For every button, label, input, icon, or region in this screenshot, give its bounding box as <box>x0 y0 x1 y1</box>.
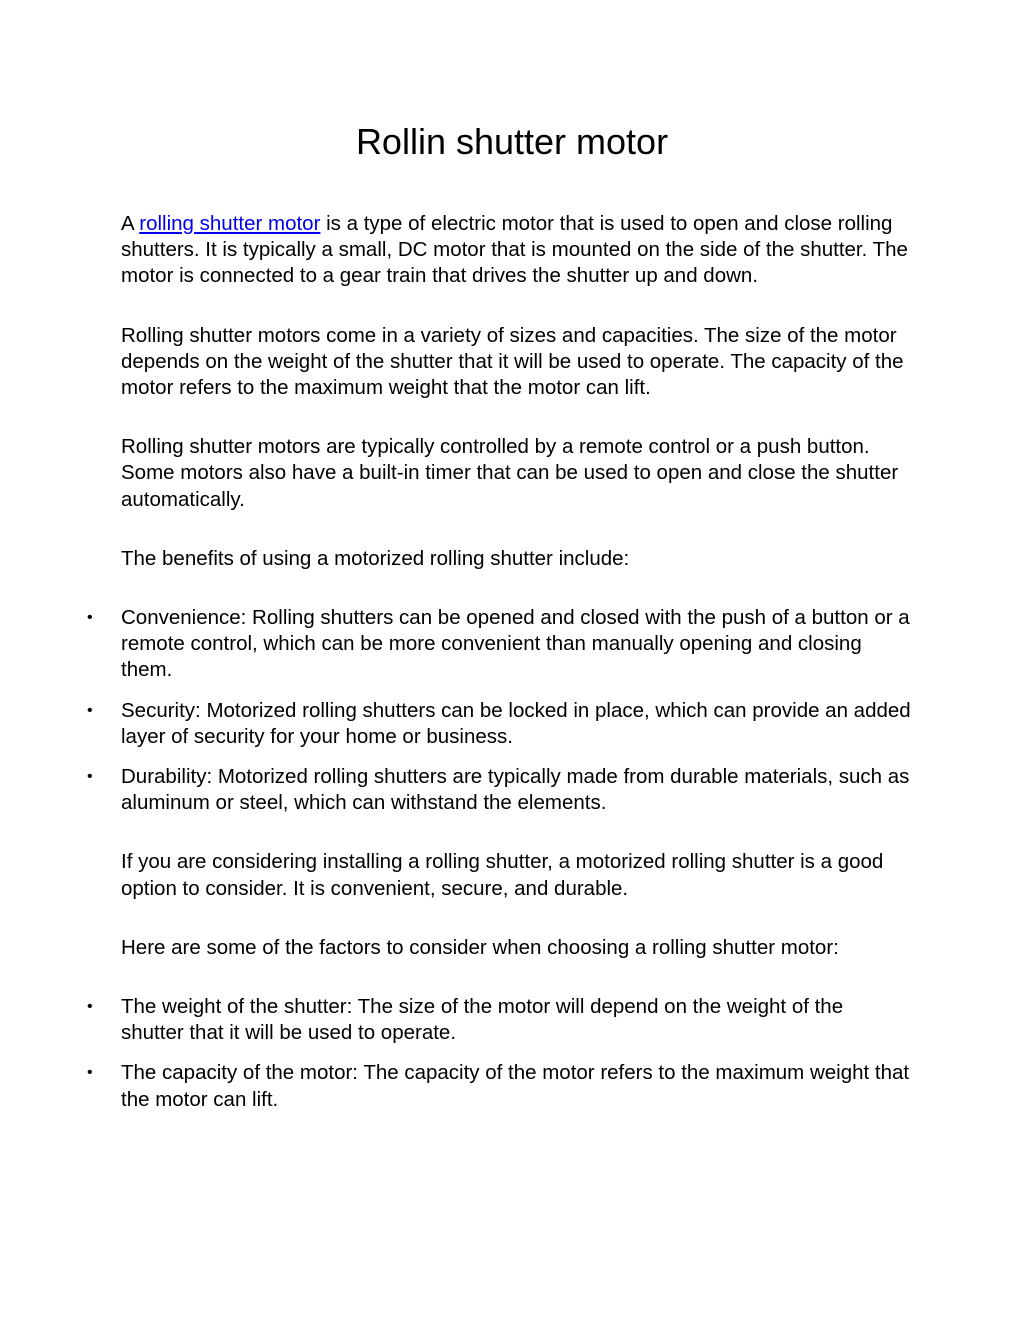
list-item <box>87 605 911 684</box>
bullet-icon: • <box>87 1064 93 1082</box>
bullet-icon: • <box>87 998 93 1016</box>
document-body <box>87 211 911 1146</box>
benefits-list <box>87 605 911 816</box>
list-item <box>87 1060 911 1112</box>
list-item <box>87 698 911 750</box>
intro-prefix: A <box>121 212 140 235</box>
factor-text: The weight of the shutter: The size of the motor will depend on the weight of the shutter that it will be used to operate. <box>121 995 844 1045</box>
benefit-text: Durability: Motorized rolling shutters are typically made from durable materials, such as aluminum or steel, which can withstand the elements. <box>121 765 910 815</box>
intro-suffix: is a type of electric motor that is used to open and close rolling shutters. It is typically a small, DC motor that is mounted on the side of the shutter. The motor is connected to a gear train that drives the shutter up and down. <box>121 212 908 288</box>
controls-paragraph: Rolling shutter motors are typically controlled by a remote control or a push button. Some motors also have a built-in timer that can be used to open and close the shutter automatically. <box>121 435 899 511</box>
bullet-icon: • <box>87 768 93 786</box>
bullet-icon: • <box>87 609 93 627</box>
rolling-shutter-motor-link[interactable]: rolling shutter motor <box>139 212 321 235</box>
benefit-text: Security: Motorized rolling shutters can be locked in place, which can provide an added layer of security for your home or business. <box>121 698 911 748</box>
factor-text: The capacity of the motor: The capacity of the motor refers to the maximum weight that the motor can lift. <box>121 1061 910 1111</box>
sizes-paragraph: Rolling shutter motors come in a variety of sizes and capacities. The size of the motor depends on the weight of the shutter that it will be used to operate. The capacity of the motor refers to the maximum weight that the motor can lift. <box>121 323 904 400</box>
factors-list <box>87 994 911 1113</box>
page-title: Rollin shutter motor <box>355 121 669 162</box>
bullet-icon: • <box>87 701 93 719</box>
benefits-intro: The benefits of using a motorized rolling shutter include: <box>121 546 630 570</box>
list-item <box>87 994 911 1046</box>
factors-intro: Here are some of the factors to consider when choosing a rolling shutter motor: <box>121 935 839 959</box>
benefit-text: Convenience: Rolling shutters can be opened and closed with the push of a button or a remote control, which can be more convenient than manually opening and closing them. <box>121 606 910 682</box>
conclusion-paragraph: If you are considering installing a rolling shutter, a motorized rolling shutter is a good option to consider. It is convenient, secure, and durable. <box>121 850 884 900</box>
intro-paragraph <box>121 211 911 290</box>
list-item <box>87 764 911 816</box>
